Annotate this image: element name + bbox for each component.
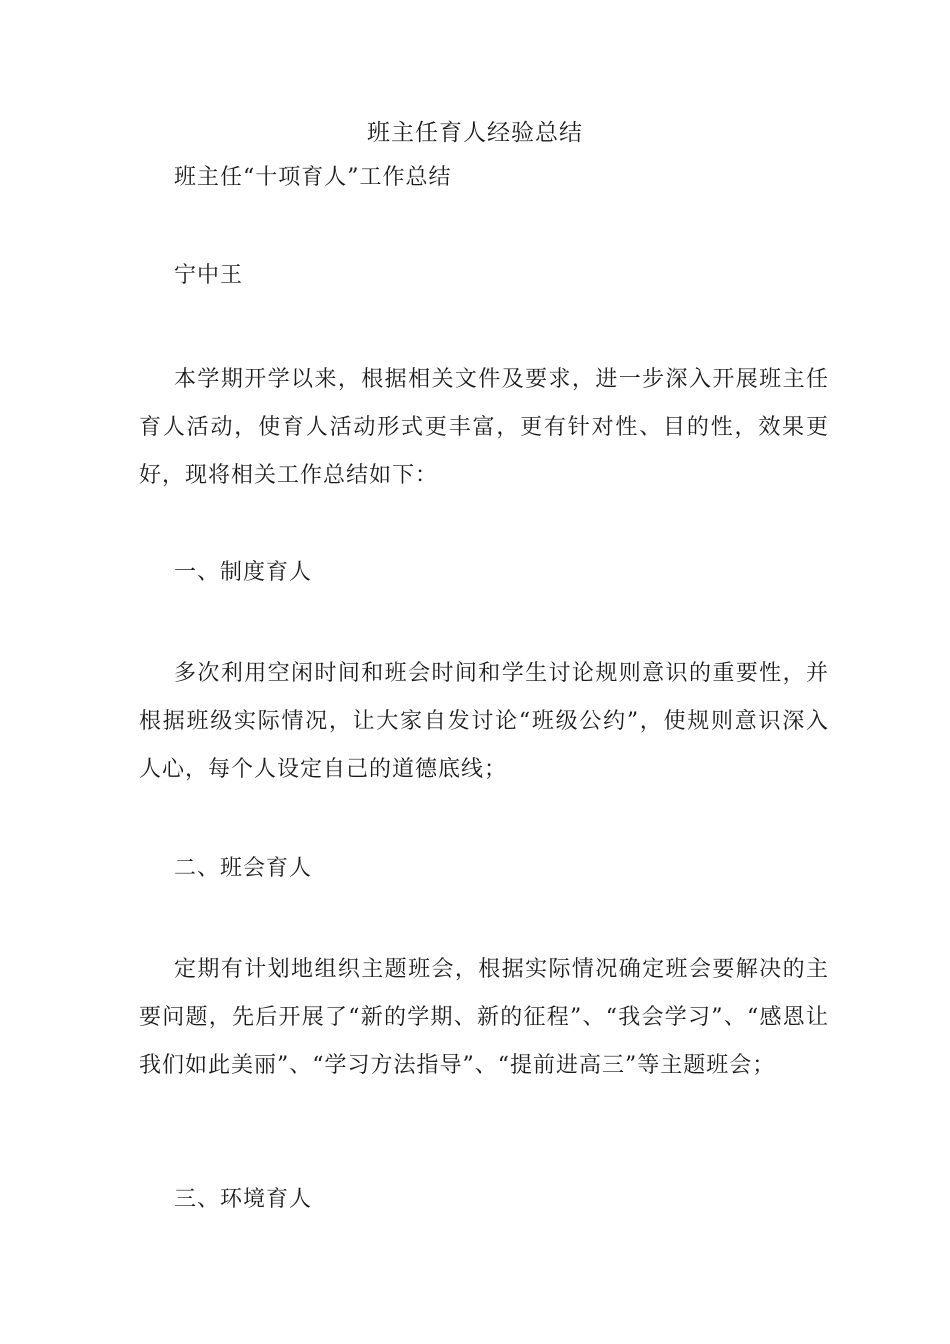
author-name: 宁中王 [174, 263, 244, 288]
section-heading-2: 二、班会育人 [174, 856, 313, 881]
section-body-1: 多次利用空闲时间和班会时间和学生讨论规则意识的重要性，并根据班级实际情况，让大家自发讨论“班级公约”，使规则意识深入人心，每个人设定自己的道德底线； [139, 661, 829, 782]
document-title: 班主任育人经验总结 [367, 120, 583, 146]
intro-paragraph: 本学期开学以来，根据相关文件及要求，进一步深入开展班主任育人活动，使育人活动形式更丰富，更有针对性、目的性，效果更好，现将相关工作总结如下： [139, 367, 829, 488]
document-subtitle: 班主任“十项育人”工作总结 [174, 165, 452, 190]
section-heading-3: 三、环境育人 [174, 1187, 313, 1212]
section-body-2: 定期有计划地组织主题班会，根据实际情况确定班会要解决的主要问题，先后开展了“新的学期、新的征程”、“我会学习”、“感恩让我们如此美丽”、“学习方法指导”、“提前进高三”等主题班会； [139, 957, 829, 1078]
section-heading-1: 一、制度育人 [174, 560, 313, 585]
